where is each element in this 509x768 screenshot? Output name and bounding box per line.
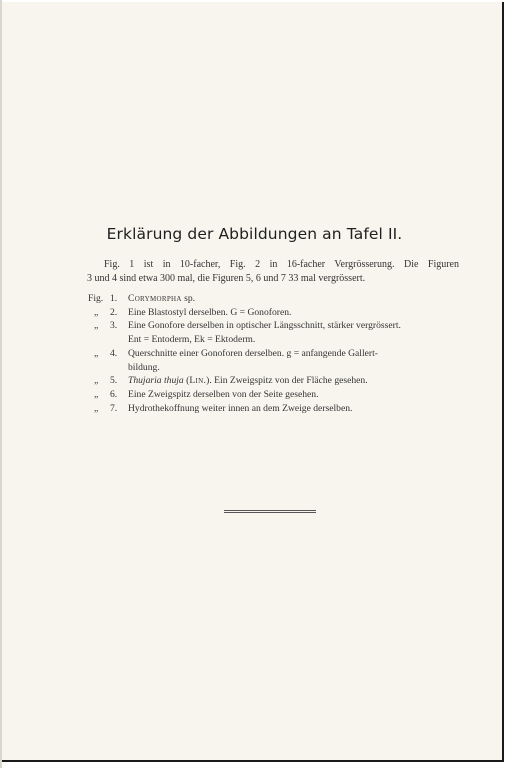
figure-number: 3. bbox=[110, 320, 118, 332]
ditto-mark: „ bbox=[94, 375, 99, 387]
ditto-mark: „ bbox=[94, 388, 99, 400]
figure-number: 2. bbox=[110, 306, 118, 318]
ditto-mark: „ bbox=[94, 347, 99, 359]
figure-number: 5. bbox=[110, 375, 118, 387]
intro-line-1: Fig. 1 ist in 10-facher, Fig. 2 in 16-facher Vergrösserung. Die Figuren bbox=[104, 259, 459, 270]
figure-text: Ein Zweigspitz von der Fläche gesehen. bbox=[214, 375, 368, 387]
figure-text-continued: bildung. bbox=[128, 361, 160, 373]
ditto-mark: „ bbox=[94, 320, 99, 332]
figure-number: 7. bbox=[110, 402, 118, 414]
figure-text: sp. bbox=[181, 293, 196, 304]
ditto-mark: „ bbox=[94, 306, 99, 318]
species-author: Lin. bbox=[189, 375, 207, 387]
figure-list bbox=[88, 292, 468, 415]
figure-number: 1. bbox=[110, 293, 118, 304]
page-title: Erklärung der Abbildungen an Tafel II. bbox=[106, 225, 403, 243]
figure-item-2 bbox=[88, 306, 468, 320]
species-name: Thujaria thuja bbox=[128, 375, 184, 387]
figure-text: Eine Zweigspitz derselben von der Seite gesehen. bbox=[128, 388, 319, 400]
figure-item-4 bbox=[88, 347, 468, 374]
intro-line-2: 3 und 4 sind etwa 300 mal, die Figuren 5, 6 und 7 33 mal vergrössert. bbox=[87, 273, 366, 284]
double-rule-divider bbox=[224, 510, 316, 513]
figure-number: 4. bbox=[110, 347, 118, 359]
genus-name: Corymorpha bbox=[128, 293, 182, 304]
figure-item-7 bbox=[88, 402, 468, 416]
figure-item-5: „ 5. Thujaria thuja (Lin.). Ein Zweigspitz von der Fläche gesehen. bbox=[94, 375, 368, 387]
figure-text: Eine Blastostyl derselben. G = Gonoforen. bbox=[128, 306, 292, 318]
ditto-mark: „ bbox=[94, 402, 99, 414]
intro-paragraph bbox=[87, 258, 459, 286]
figure-item-1 bbox=[88, 292, 468, 306]
figure-item-6 bbox=[88, 388, 468, 402]
figure-text: Querschnitte einer Gonoforen derselben. g = anfangende Gallert- bbox=[128, 347, 378, 359]
figure-text: Eine Gonofore derselben in optischer Längsschnitt, stärker vergrössert. bbox=[128, 320, 401, 332]
figure-item-3 bbox=[88, 319, 468, 346]
figure-text-continued: Ent = Entoderm, Ek = Ektoderm. bbox=[128, 334, 256, 346]
figure-number: 6. bbox=[110, 388, 118, 400]
figure-prefix: Fig. bbox=[88, 293, 104, 304]
figure-text: Hydrothekoffnung weiter innen an dem Zweige derselben. bbox=[128, 402, 353, 414]
